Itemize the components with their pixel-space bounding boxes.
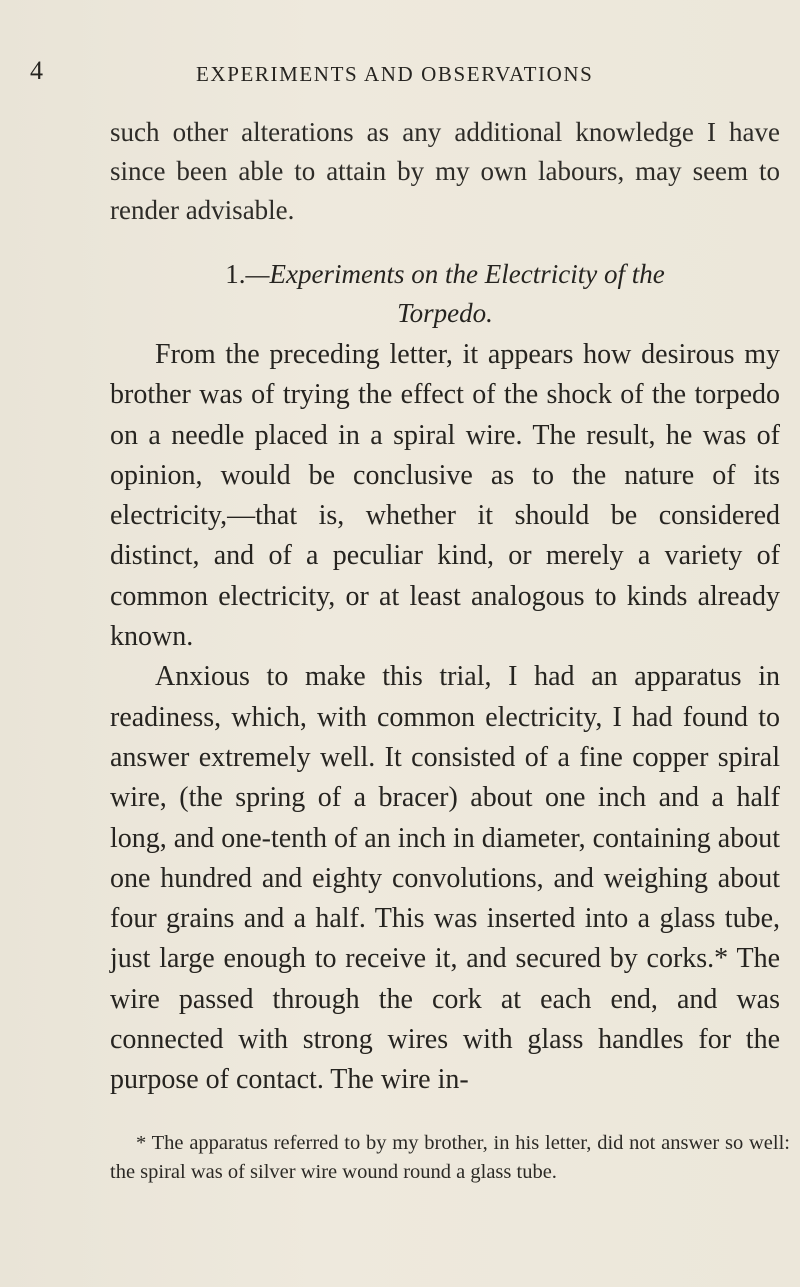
main-text (110, 335, 780, 1101)
section-title-line2: Torpedo. (397, 298, 493, 328)
paragraph: From the preceding letter, it appears how desirous my brother was of trying the effect of the shock of the torpedo on a needle placed in a spiral wire. The result, he was of opinion, would be conclusive as to the nature of its electricity,—that is, whether it should be considered distinct, and of a peculiar kind, or merely a variety of common electricity, or at least analogous to kinds already known. (110, 339, 780, 653)
running-head: EXPERIMENTS AND OBSERVATIONS (196, 62, 594, 86)
footnote-text: * The apparatus referred to by my brother, in his letter, did not answer so well: the spiral was of silver wire wound round a glass tube. (110, 1132, 790, 1183)
intro-paragraph-block (110, 113, 780, 230)
section-heading (110, 255, 780, 333)
paragraph: Anxious to make this trial, I had an apparatus in readiness, which, with common electricity, I had found to answer extremely well. It consisted of a fine copper spiral wire, (the spring of a bracer) about one inch and a half long, and one-tenth of an inch in diameter, containing about one hundred and eighty convolutions, and weighing about four grains and a half. This was inserted into a glass tube, just large enough to receive it, and secured by corks.* The wire passed through the cork at each end, and was connected with strong wires with glass handles for the purpose of contact. The wire in- (110, 661, 780, 1096)
footnote (110, 1129, 790, 1187)
page-header (0, 56, 800, 92)
intro-paragraph: such other alterations as any additional knowledge I have since been able to attain by my own labours, may seem to render advisable. (110, 117, 780, 225)
section-number: 1. (225, 259, 246, 289)
page-number: 4 (30, 56, 43, 85)
section-title-line1: —Experiments on the Electricity of the (245, 259, 665, 289)
